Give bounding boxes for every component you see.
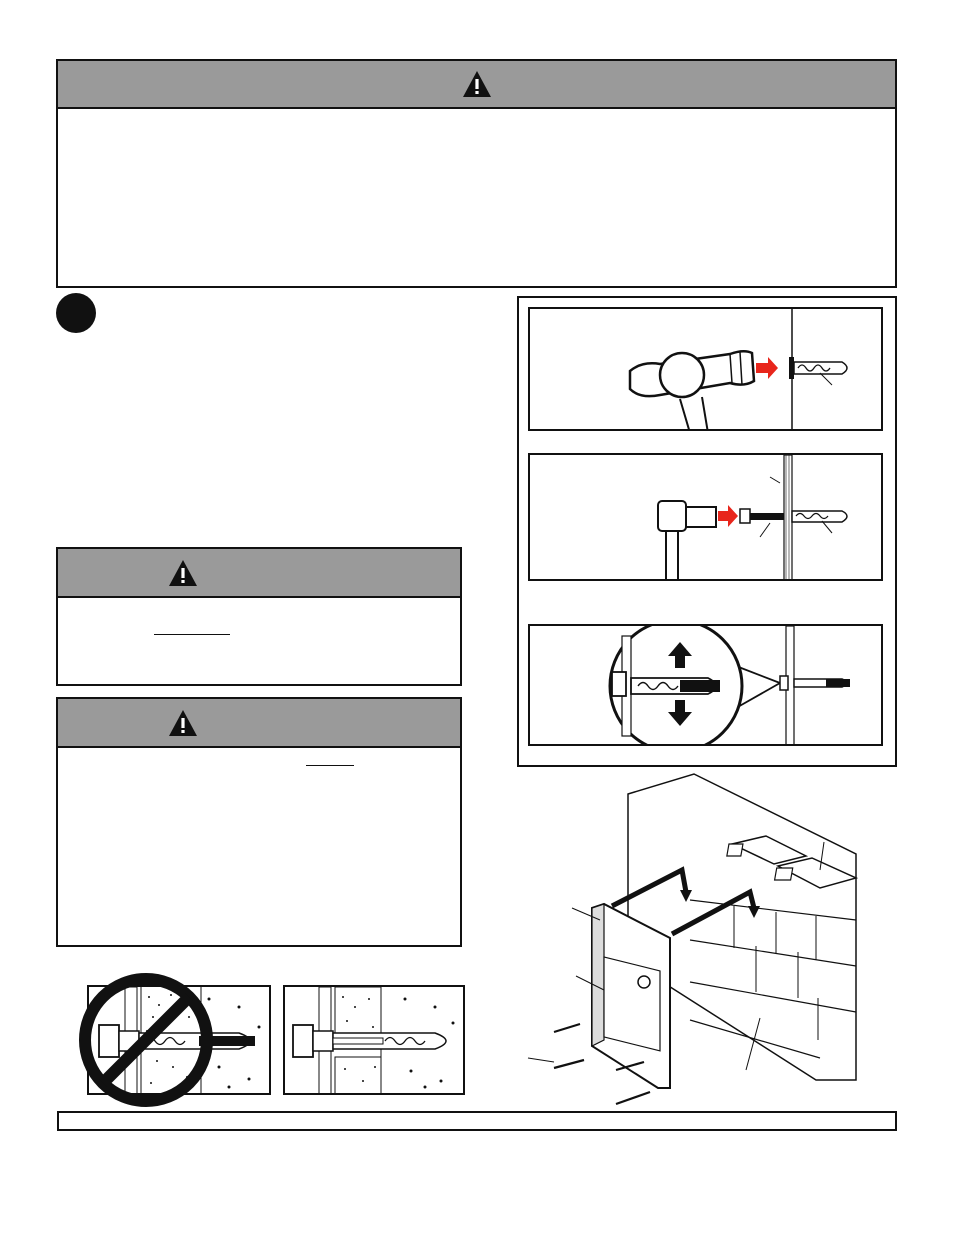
anchor-steps-frame — [517, 296, 897, 767]
footer-bar — [57, 1111, 897, 1131]
correct-anchor-detail — [283, 985, 465, 1095]
red-arrow-icon — [756, 357, 778, 379]
underline-mark — [306, 765, 354, 766]
caution-box-2-header — [58, 699, 460, 748]
warning-triangle-icon — [462, 70, 492, 98]
prohibited-circle-icon — [77, 972, 215, 1108]
step-bullet-icon — [56, 293, 96, 333]
zoom-detail-illustration — [530, 626, 883, 746]
wall-mount-illustration — [520, 770, 860, 1110]
caution-box-1 — [56, 547, 462, 686]
ratchet-illustration — [530, 455, 883, 581]
caution-box-2 — [56, 697, 462, 947]
top-warning-box — [56, 59, 897, 288]
underline-mark — [154, 634, 230, 635]
hammer-illustration — [530, 309, 883, 431]
top-warning-header — [58, 61, 895, 109]
ratchet-screw-panel — [528, 453, 883, 581]
correct-anchor-drawing — [285, 987, 465, 1095]
block-wall-drawing — [520, 770, 860, 1110]
red-arrow-icon — [718, 505, 738, 527]
warning-triangle-icon — [168, 709, 198, 737]
warning-triangle-icon — [168, 559, 198, 587]
tightened-anchor-panel — [528, 624, 883, 746]
caution-box-1-header — [58, 549, 460, 598]
hammer-anchor-panel — [528, 307, 883, 431]
